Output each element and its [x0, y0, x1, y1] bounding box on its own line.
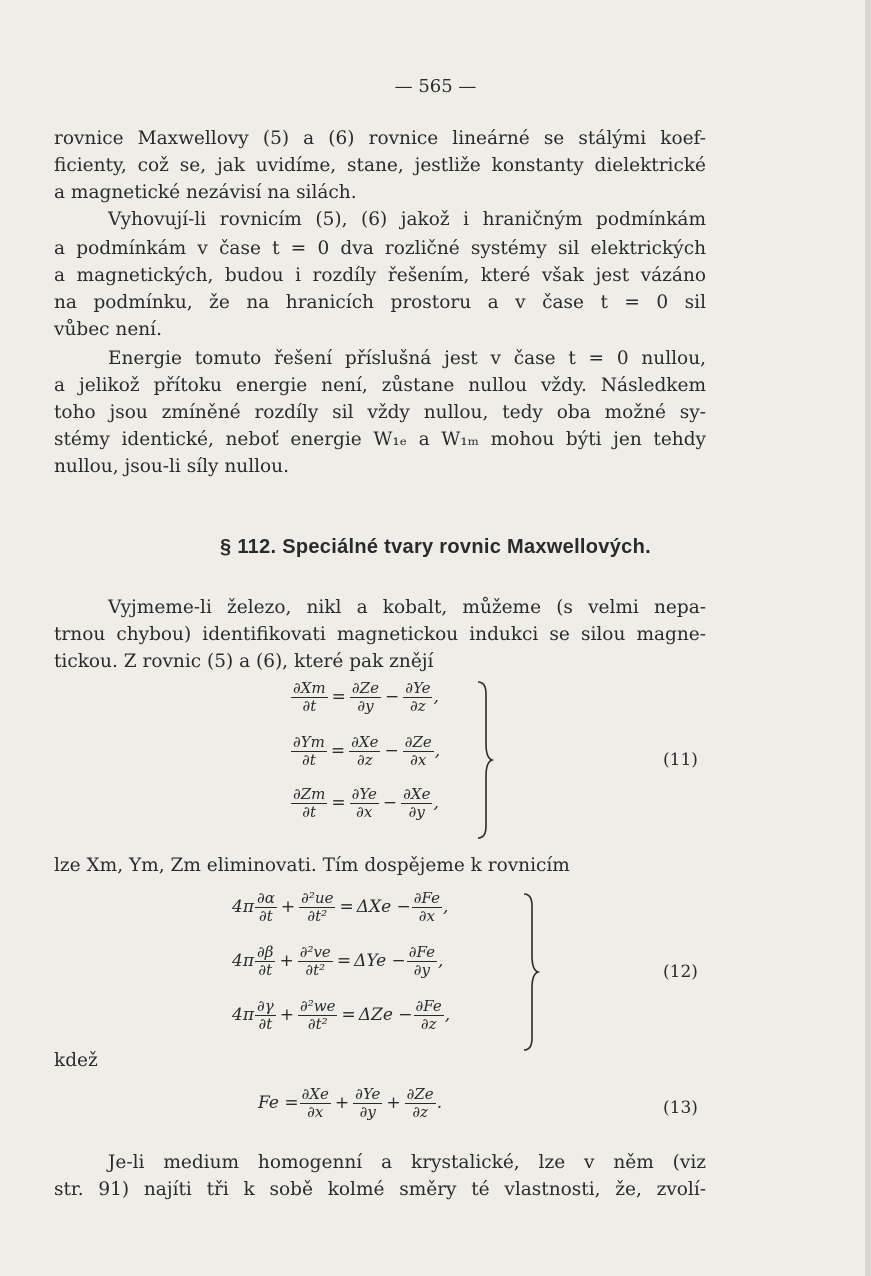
equation-row: $\frac{\partial Ym}{\partial t}$ = $\frac{\partial Xe}{\partial z}$ − $\frac{\partial Ze}{\partial x}$ , [293, 733, 441, 769]
equation-row: Fe = $\frac{\partial Xe}{\partial x}$ + $\frac{\partial Ye}{\partial y}$ + $\frac{\partial Ze}{\partial z}$ . [258, 1085, 443, 1121]
text-line: Je-li medium homogenní a krystalické, lze v něm (viz [108, 1152, 706, 1173]
equation-row: $\frac{\partial Xm}{\partial t}$ = $\frac{\partial Ze}{\partial y}$ − $\frac{\partial Ye}{\partial z}$ , [293, 679, 439, 715]
text-line: lze Xm, Ym, Zm eliminovati. Tím dospějeme k rovnicím [54, 855, 570, 876]
text-line: Energie tomuto řešení příslušná jest v čase t = 0 nullou, [108, 348, 706, 369]
right-brace [520, 892, 540, 1052]
text-line: tickou. Z rovnic (5) a (6), které pak znějí [54, 651, 434, 672]
text-line: a magnetické nezávisí na silách. [54, 182, 357, 203]
text-line: a jelikož přítoku energie není, zůstane nullou vždy. Následkem [54, 375, 706, 396]
text-line: Vyhovují-li rovnicím (5), (6) jakož i hraničným podmínkám [108, 209, 706, 230]
right-brace [474, 680, 494, 840]
text-line: Vyjmeme-li železo, nikl a kobalt, můžeme (s velmi nepa- [108, 597, 706, 618]
equation-row: 4π $\frac{\partial\beta}{\partial t}$ + $\frac{\text{∂²ve}}{\text{∂t²}}$ = ΔYe − $\frac{\partial Fe}{\partial y}$ , [232, 943, 444, 979]
equation-row: 4π $\frac{\partial\alpha}{\partial t}$ + $\frac{\text{∂²ue}}{\text{∂t²}}$ = ΔXe − $\frac{\partial Fe}{\partial x}$ , [232, 889, 449, 925]
text-line: na podmínku, že na hranicích prostoru a v čase t = 0 sil [54, 292, 706, 313]
text-line: nullou, jsou-li síly nullou. [54, 456, 289, 477]
page-number: — 565 — [394, 76, 477, 97]
text-line: ficienty, což se, jak uvidíme, stane, jestliže konstanty dielektrické [54, 155, 706, 176]
equation-row: $\frac{\partial Zm}{\partial t}$ = $\frac{\partial Ye}{\partial x}$ − $\frac{\partial Xe}{\partial y}$ , [293, 785, 439, 821]
section-heading: § 112. Speciálné tvary rovnic Maxwellových. [220, 536, 651, 558]
text-line: stémy identické, neboť energie W₁ₑ a W₁ₘ mohou býti jen tehdy [54, 429, 706, 450]
text-line: a magnetických, budou i rozdíly řešením, které však jest vázáno [54, 265, 706, 286]
text-line: toho jsou zmíněné rozdíly sil vždy nullou, tedy oba možné sy- [54, 402, 706, 423]
text-line: trnou chybou) identifikovati magnetickou indukci se silou magne- [54, 624, 706, 645]
text-line: rovnice Maxwellovy (5) a (6) rovnice lineárné se stálými koef- [54, 128, 706, 149]
text-line: vůbec není. [54, 319, 162, 340]
text-line: str. 91) najíti tři k sobě kolmé směry té vlastnosti, že, zvolí- [54, 1179, 706, 1200]
equation-number: (11) [663, 750, 698, 770]
equation-number: (12) [663, 962, 698, 982]
equation-number: (13) [663, 1098, 698, 1118]
equation-row: 4π $\frac{\partial\gamma}{\partial t}$ + $\frac{\text{∂²we}}{\text{∂t²}}$ = ΔZe − $\frac{\partial Fe}{\partial z}$ , [232, 997, 451, 1033]
text-line: a podmínkám v čase t = 0 dva rozličné systémy sil elektrických [54, 238, 706, 259]
text-line: kdež [54, 1050, 98, 1071]
